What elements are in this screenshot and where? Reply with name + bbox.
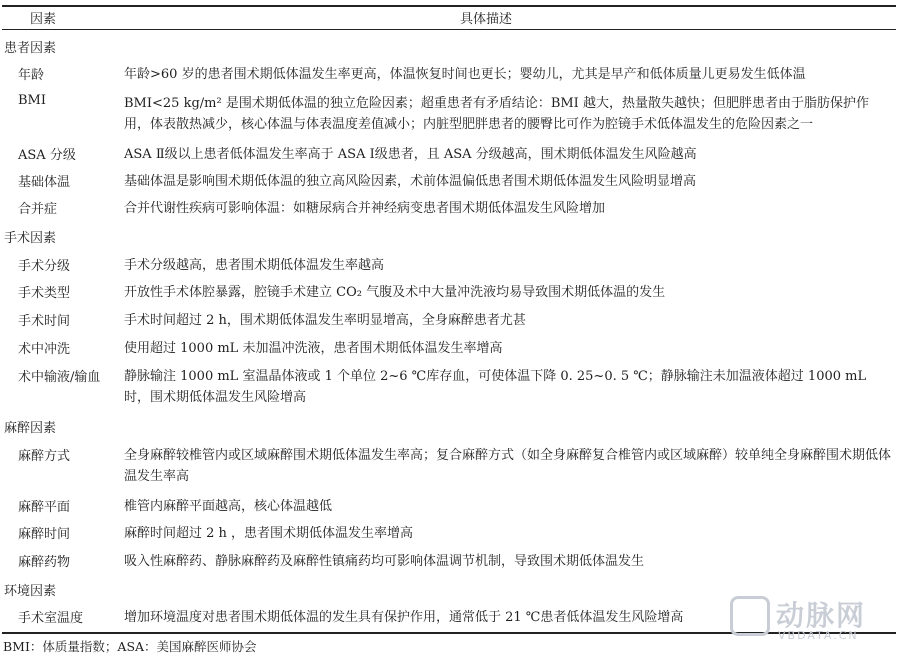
description-cell: ASA Ⅱ级以上患者低体温发生率高于 ASA Ⅰ级患者，且 ASA 分级越高，围术期低体温发生风险越高 [124, 147, 697, 162]
category-label: 麻醉因素 [4, 421, 57, 436]
factor-cell: 手术类型 [18, 286, 71, 301]
factor-cell: 麻醉药物 [18, 555, 71, 570]
factor-cell: 术中冲洗 [18, 342, 71, 357]
description-cell: 增加环境温度对患者围术期低体温的发生具有保护作用，通常低于 21 ℃患者低体温发生风险增高 [124, 610, 684, 625]
description-cell: 手术时间超过 2 h，围术期低体温发生率明显增高，全身麻醉患者尤甚 [124, 313, 526, 328]
factor-cell: 手术分级 [18, 259, 71, 274]
factor-cell: 术中输液/输血 [18, 370, 101, 385]
watermark-cn: 动脉网 [776, 599, 867, 632]
table-header-rule [2, 29, 896, 30]
header-description: 具体描述 [460, 12, 513, 27]
vb-logo-icon [730, 596, 770, 636]
factor-cell: 麻醉平面 [18, 500, 71, 515]
category-label: 患者因素 [4, 41, 57, 56]
description-cell: 静脉输注 1000 mL 室温晶体液或 1 个单位 2~6 ℃库存血，可使体温下降 0. 25~0. 5 ℃；静脉输注未加温液体超过 1000 mL 时，围术期低体温发生风险增高 [124, 369, 867, 405]
category-label: 手术因素 [4, 231, 57, 246]
description-cell: 开放性手术体腔暴露，腔镜手术建立 CO₂ 气腹及术中大量冲洗液均易导致围术期低体温的发生 [124, 285, 666, 300]
description-cell: BMI<25 kg/m² 是围术期低体温的独立危险因素；超重患者有矛盾结论：BMI 越大，热量散失越快；但肥胖患者由于脂肪保护作用，体表散热减少，核心体温与体表温度差值减小；内脏型肥胖患者的腰臀比可作为腔镜手术低体温发生的危险因素之一 [124, 96, 869, 132]
factor-cell: 合并症 [18, 202, 58, 217]
factor-cell: 手术室温度 [18, 611, 84, 626]
description-cell: 全身麻醉较椎管内或区域麻醉围术期低体温发生率高；复合麻醉方式（如全身麻醉复合椎管内或区域麻醉）较单纯全身麻醉围术期低体温发生率高 [124, 448, 892, 484]
header-factor: 因素 [30, 12, 57, 27]
table-header [0, 6, 900, 28]
factor-cell: 手术时间 [18, 314, 71, 329]
factor-cell: 麻醉时间 [18, 527, 71, 542]
description-cell: 椎管内麻醉平面越高，核心体温越低 [124, 499, 333, 514]
description-cell: 吸入性麻醉药、静脉麻醉药及麻醉性镇痛药均可影响体温调节机制，导致围术期低体温发生 [124, 554, 645, 569]
description-cell: 年龄>60 岁的患者围术期低体温发生率更高，体温恢复时间也更长；婴幼儿，尤其是早产和低体质量儿更易发生低体温 [124, 67, 806, 82]
factor-cell: BMI [18, 93, 46, 108]
description-cell: 基础体温是影响围术期低体温的独立高风险因素，术前体温偏低患者围术期低体温发生风险明显增高 [124, 174, 697, 189]
factor-cell: 基础体温 [18, 175, 71, 190]
watermark-en: VBDATA.CN [778, 629, 859, 642]
category-label: 环境因素 [4, 584, 57, 599]
factor-cell: 年龄 [18, 68, 45, 83]
table-footnote: BMI：体质量指数；ASA：美国麻醉医师协会 [3, 639, 257, 654]
description-cell: 使用超过 1000 mL 未加温冲洗液，患者围术期低体温发生率增高 [124, 341, 503, 356]
factor-cell: ASA 分级 [18, 148, 76, 163]
description-cell: 合并代谢性疾病可影响体温：如糖尿病合并神经病变患者围术期低体温发生风险增加 [124, 201, 606, 216]
description-cell: 麻醉时间超过 2 h ，患者围术期低体温发生率增高 [124, 526, 414, 541]
watermark-logo [730, 594, 898, 646]
description-cell: 手术分级越高，患者围术期低体温发生率越高 [124, 258, 385, 273]
factor-cell: 麻醉方式 [18, 449, 71, 464]
